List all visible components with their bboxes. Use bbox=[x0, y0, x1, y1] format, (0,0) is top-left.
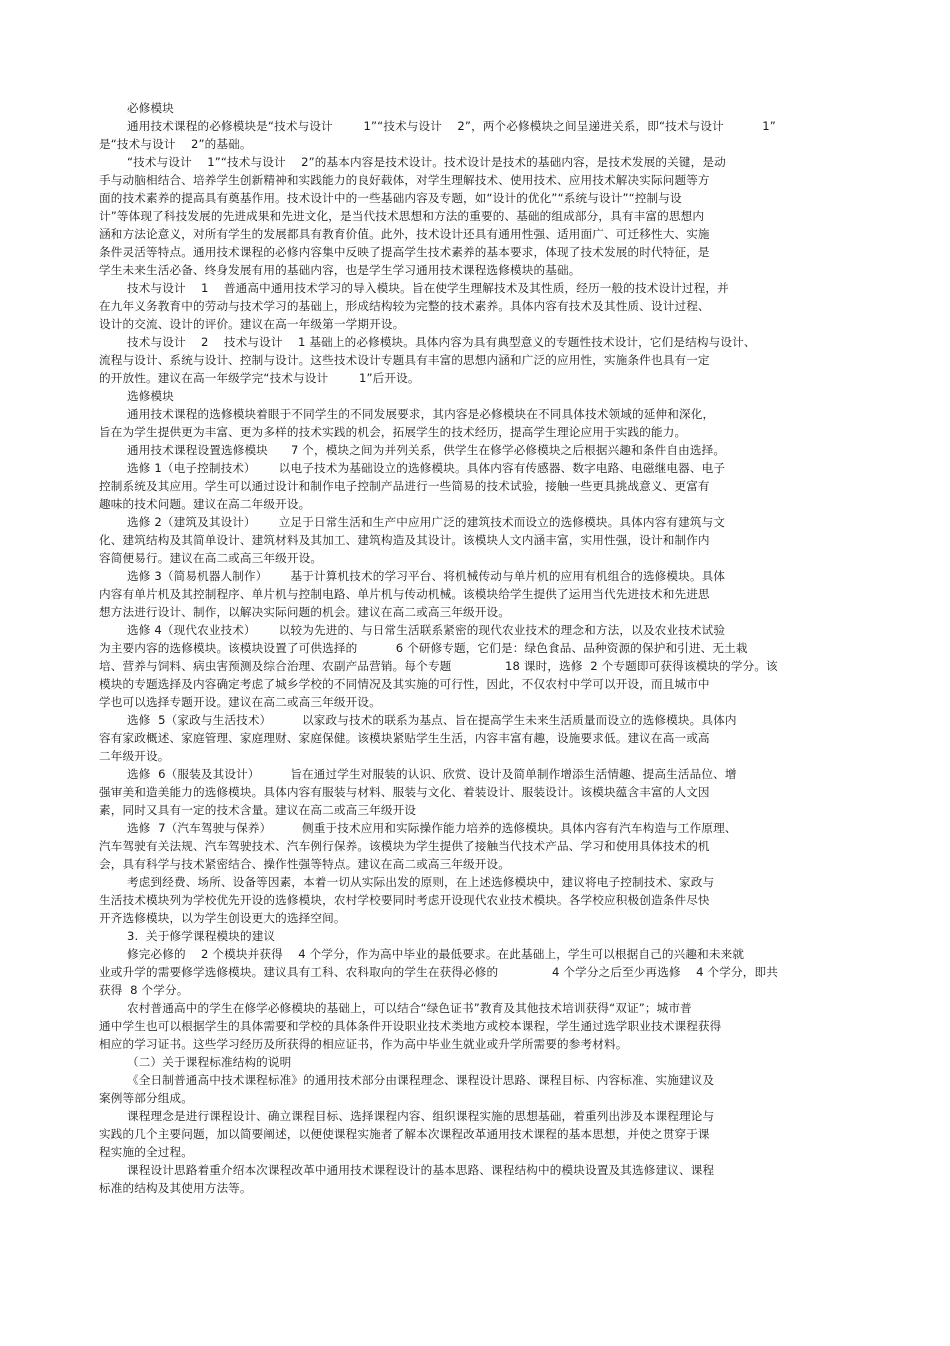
heading-section-2: （二）关于课程标准结构的说明 bbox=[127, 1055, 292, 1069]
text-line: 修完必修的 2 个模块并获得 4 个学分，作为高中毕业的最低要求。在此基础上，学生可以根据自己的兴趣和未来就 bbox=[127, 947, 745, 961]
text-line: 趣味的技术问题。建议在高二年级开设。 bbox=[99, 497, 311, 511]
text-line: 学生未来生活必备、终身发展有用的基础内容，也是学生学习通用技术课程选修模块的基础。 bbox=[99, 263, 581, 277]
text-line: 容有家政概述、家庭管理、家庭理财、家庭保健。该模块紧贴学生生活，内容丰富有趣，设施要求低。建议在高一或高 bbox=[99, 731, 710, 745]
text-line: 相应的学习证书。这些学习经历及所获得的相应证书，作为高中毕业生就业或升学所需要的参考材料。 bbox=[99, 1037, 628, 1051]
text-line: 技术与设计 2 技术与设计 1 基础上的必修模块。具体内容为具有典型意义的专题性技术设计，它们是结构与设计、 bbox=[127, 335, 756, 349]
text-line: 通用技术课程的选修模块着眼于不同学生的不同发展要求，其内容是必修模块在不同具体技术领域的延伸和深化， bbox=[127, 407, 715, 421]
text-line: 开齐选修模块，以为学生创设更大的选择空间。 bbox=[99, 911, 346, 925]
text-line: 选修 6（服装及其设计） 旨在通过学生对服装的认识、欣赏、设计及简单制作增添生活情趣、提高生活品位、增 bbox=[127, 767, 737, 781]
text-line: 案例等部分组成。 bbox=[99, 1091, 193, 1105]
heading-required-modules: 必修模块 bbox=[127, 101, 174, 115]
text-line: 农村普通高中的学生在修学必修模块的基础上，可以结合“绿色证书”教育及其他技术培训获得“双证”；城市普 bbox=[127, 1001, 692, 1015]
text-line: 生活技术模块列为学校优先开设的选修模块，农村学校要同时考虑开设现代农业技术模块。各学校应积极创造条件尽快 bbox=[99, 893, 710, 907]
text-line: 选修 3（简易机器人制作） 基于计算机技术的学习平台、将机械传动与单片机的应用有机组合的选修模块。具体 bbox=[127, 569, 726, 583]
text-line: 选修 4（现代农业技术） 以较为先进的、与日常生活联系紧密的现代农业技术的理念和方法，以及农业技术试验 bbox=[127, 623, 726, 637]
text-line: 旨在为学生提供更为丰富、更为多样的技术实践的机会，拓展学生的技术经历，提高学生理论应用于实践的能力。 bbox=[99, 425, 687, 439]
text-line: 选修 5（家政与生活技术） 以家政与技术的联系为基点、旨在提高学生未来生活质量而设立的选修模块。具体内 bbox=[127, 713, 737, 727]
text-line: 想方法进行设计、制作，以解决实际问题的机会。建议在高二或高三年级开设。 bbox=[99, 605, 511, 619]
heading-elective-modules: 选修模块 bbox=[127, 389, 174, 403]
text-line: 选修 1（电子控制技术） 以电子技术为基础设立的选修模块。具体内容有传感器、数字电路、电磁继电器、电子 bbox=[127, 461, 726, 475]
text-line: 条件灵活等特点。通用技术课程的必修内容集中反映了提高学生技术素养的基本要求，体现了技术发展的时代特征，是 bbox=[99, 245, 710, 259]
text-line: 技术与设计 1 普通高中通用技术学习的导入模块。旨在使学生理解技术及其性质，经历一般的技术设计过程，并 bbox=[127, 281, 729, 295]
text-line: 是“技术与设计 2”的基础。 bbox=[99, 137, 252, 151]
text-line: 学也可以选择专题开设。建议在高二或高三年级开设。 bbox=[99, 695, 381, 709]
text-line: 通中学生也可以根据学生的具体需要和学校的具体条件开设职业技术类地方或校本课程，学生通过选学职业技术课程获得 bbox=[99, 1019, 722, 1033]
text-line: 控制系统及其应用。学生可以通过设计和制作电子控制产品进行一些简易的技术试验，接触一些更具挑战意义、更富有 bbox=[99, 479, 710, 493]
text-line: 选修 7（汽车驾驶与保养） 侧重于技术应用和实际操作能力培养的选修模块。具体内容有汽车构造与工作原理、 bbox=[127, 821, 737, 835]
text-line: 实践的几个主要问题，加以简要阐述，以便使课程实施者了解本次课程改革通用技术课程的基本思想，并使之贯穿于课 bbox=[99, 1127, 710, 1141]
text-line: 选修 2（建筑及其设计） 立足于日常生活和生产中应用广泛的建筑技术而设立的选修模块。具体内容有建筑与文 bbox=[127, 515, 726, 529]
text-line: 内容有单片机及其控制程序、单片机与控制电路、单片机与传动机械。该模块给学生提供了运用当代先进技术和先进思 bbox=[99, 587, 710, 601]
text-line: 为主要内容的选修模块。该模块设置了可供选择的 6 个研修专题，它们是：绿色食品、品种资源的保护和引进、无土栽 bbox=[99, 641, 748, 655]
text-line: 流程与设计、系统与设计、控制与设计。这些技术设计专题具有丰富的思想内涵和广泛的应用性，实施条件也具有一定 bbox=[99, 353, 710, 367]
text-line: 素，同时又具有一定的技术含量。建议在高二或高三年级开设 bbox=[99, 803, 417, 817]
text-line: 手与动脑相结合、培养学生创新精神和实践能力的良好载体，对学生理解技术、使用技术、应用技术解决实际问题等方 bbox=[99, 173, 710, 187]
text-line: 化、建筑结构及其简单设计、建筑材料及其加工、建筑构造及其设计。该模块人文内涵丰富，实用性强，设计和制作内 bbox=[99, 533, 710, 547]
text-line: 强审美和造美能力的选修模块。具体内容有服装与材料、服装与文化、着装设计、服装设计。该模块蕴含丰富的人文因 bbox=[99, 785, 710, 799]
text-line: “技术与设计 1”“技术与设计 2”的基本内容是技术设计。技术设计是技术的基础内容，是技术发展的关键，是动 bbox=[127, 155, 726, 169]
text-line: 业或升学的需要修学选修模块。建议具有工科、农科取向的学生在获得必修的 4 个学分之后至少再选修 4 个学分，即共 bbox=[99, 965, 778, 979]
text-line: 设计的交流、设计的评价。建议在高一年级第一学期开设。 bbox=[99, 317, 405, 331]
text-line: 培、营养与饲料、病虫害预测及综合治理、农副产品营销。每个专题 18 课时，选修 2 个专题即可获得该模块的学分。该 bbox=[99, 659, 778, 673]
text-line: 在九年义务教育中的劳动与技术学习的基础上，形成结构较为完整的技术素养。具体内容有技术及其性质、设计过程、 bbox=[99, 299, 710, 313]
text-line: 程实施的全过程。 bbox=[99, 1145, 193, 1159]
text-line: 考虑到经费、场所、设备等因素，本着一切从实际出发的原则，在上述选修模块中，建议将电子控制技术、家政与 bbox=[127, 875, 715, 889]
text-line: 的开放性。建议在高一年级学完“技术与设计 1”后开设。 bbox=[99, 371, 420, 385]
heading-section-3: 3. 关于修学课程模块的建议 bbox=[127, 929, 276, 943]
text-line: 面的技术素养的提高具有奠基作用。技术设计中的一些基础内容及专题，如“设计的优化”“系统与设计”“控制与设 bbox=[99, 191, 682, 205]
text-line: 二年级开设。 bbox=[99, 749, 170, 763]
text-line: 《全日制普通高中技术课程标准》的通用技术部分由课程理念、课程设计思路、课程目标、内容标准、实施建议及 bbox=[127, 1073, 715, 1087]
text-line: 课程设计思路着重介绍本次课程改革中通用技术课程设计的基本思路、课程结构中的模块设置及其选修建议、课程 bbox=[127, 1163, 715, 1177]
text-line: 涵和方法论意义，对所有学生的发展都具有教育价值。此外，技术设计还具有通用性强、适用面广、可迁移性大、实施 bbox=[99, 227, 710, 241]
text-line: 汽车驾驶有关法规、汽车驾驶技术、汽车例行保养。该模块为学生提供了接触当代技术产品、学习和使用具体技术的机 bbox=[99, 839, 710, 853]
text-line: 获得 8 个学分。 bbox=[99, 983, 189, 997]
text-line: 标准的结构及其使用方法等。 bbox=[99, 1181, 252, 1195]
text-line: 计”等体现了科技发展的先进成果和先进文化，是当代技术思想和方法的重要的、基础的组成部分，具有丰富的思想内 bbox=[99, 209, 705, 223]
text-line: 模块的专题选择及内容确定考虑了城乡学校的不同情况及其实施的可行性，因此，不仅农村中学可以开设，而且城市中 bbox=[99, 677, 710, 691]
text-line: 会，具有科学与技术紧密结合、操作性强等特点。建议在高二或高三年级开设。 bbox=[99, 857, 511, 871]
text-line: 通用技术课程设置选修模块 7 个，模块之间为并列关系，供学生在修学必修模块之后根据兴趣和条件自由选择。 bbox=[127, 443, 726, 457]
text-line: 容简便易行。建议在高二或高三年级开设。 bbox=[99, 551, 323, 565]
text-line: 通用技术课程的必修模块是“技术与设计 1”“技术与设计 2”，两个必修模块之间呈递进关系，即“技术与设计 1” bbox=[127, 119, 776, 133]
text-line: 课程理念是进行课程设计、确立课程目标、选择课程内容、组织课程实施的思想基础，着重列出涉及本课程理论与 bbox=[127, 1109, 715, 1123]
